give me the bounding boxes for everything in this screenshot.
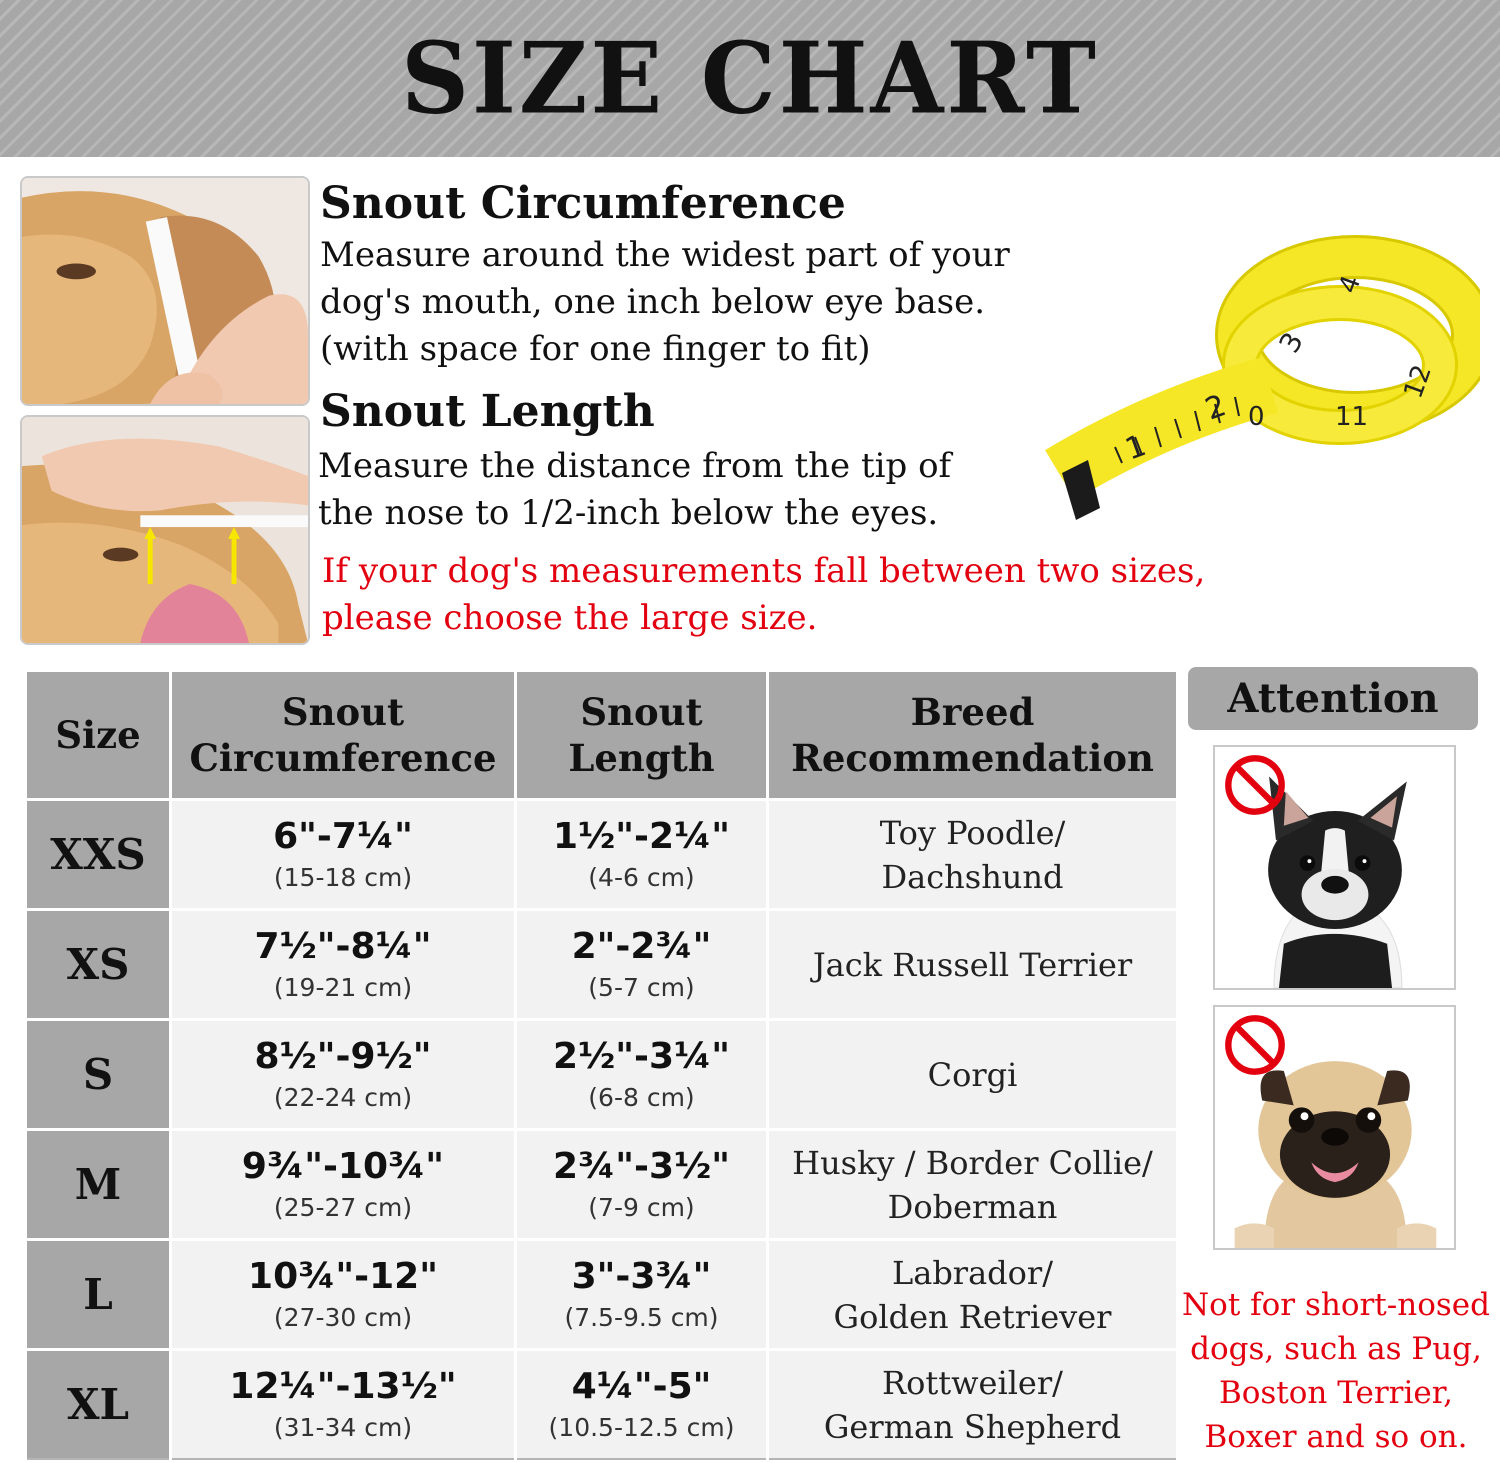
table-row (26, 1240, 1178, 1350)
dog-length-illustration (22, 417, 308, 643)
header-snout-circumference (171, 671, 516, 800)
circumference-line: Measure around the widest part of your (320, 235, 1010, 275)
size-cell: S (26, 1020, 171, 1130)
circumference-cell (171, 1240, 516, 1350)
breed-text: Toy Poodle/ Dachshund (879, 813, 1066, 896)
size-cell: XL (26, 1350, 171, 1460)
length-cm: (7-9 cm) (588, 1192, 695, 1222)
header-line: Recommendation (791, 736, 1154, 780)
size-table (24, 669, 1179, 1460)
breed-cell (768, 1130, 1178, 1240)
length-cm: (4-6 cm) (588, 862, 695, 892)
prohibited-icon (1223, 753, 1287, 817)
length-cm: (7.5-9.5 cm) (564, 1302, 719, 1332)
size-cell: XXS (26, 800, 171, 910)
tape-number: 0 (1248, 402, 1265, 432)
header-banner (0, 0, 1500, 157)
tape-number: 1 (1120, 428, 1151, 468)
length-cell (516, 800, 768, 910)
snout-length-heading: Snout Length (320, 386, 655, 437)
snout-length-description (318, 443, 1078, 537)
header-line: Circumference (189, 736, 497, 780)
length-inches: 2¾"-3½" (552, 1145, 731, 1187)
tape-number: 4 (1333, 271, 1368, 298)
size-cell: XS (26, 910, 171, 1020)
attention-note-line: Boston Terrier, (1218, 1375, 1454, 1411)
size-cell: M (26, 1130, 171, 1240)
length-inches: 2½"-3¼" (552, 1035, 731, 1077)
prohibited-icon (1223, 1013, 1287, 1077)
table-row (26, 1020, 1178, 1130)
breed-cell (768, 800, 1178, 910)
circumference-inches: 9¾"-10¾" (241, 1145, 445, 1187)
breed-text: Husky / Border Collie/ Doberman (792, 1143, 1153, 1226)
circumference-inches: 8½"-9½" (254, 1035, 432, 1077)
page-title: SIZE CHART (401, 20, 1099, 137)
circumference-cell (171, 910, 516, 1020)
circumference-inches: 12¼"-13½" (229, 1365, 457, 1407)
header-snout-length (516, 671, 768, 800)
length-cell (516, 1240, 768, 1350)
tape-number: 12 (1398, 361, 1438, 403)
length-inches: 1½"-2¼" (552, 815, 731, 857)
note-line: If your dog's measurements fall between two sizes, (322, 551, 1206, 591)
circumference-cell (171, 1020, 516, 1130)
circumference-cm: (22-24 cm) (273, 1082, 413, 1112)
table-row (26, 1130, 1178, 1240)
table-header-row (26, 671, 1178, 800)
circumference-cm: (19-21 cm) (273, 972, 413, 1002)
circumference-cell (171, 800, 516, 910)
breed-text: Labrador/ Golden Retriever (833, 1253, 1112, 1336)
length-cell (516, 1350, 768, 1460)
tape-number: 2 (1200, 388, 1231, 428)
header-line: Length (568, 736, 715, 780)
table-row (26, 800, 1178, 910)
attention-note-line: dogs, such as Pug, (1190, 1331, 1482, 1367)
circumference-cell (171, 1350, 516, 1460)
table-row (26, 910, 1178, 1020)
snout-circumference-heading: Snout Circumference (320, 178, 846, 229)
circumference-inches: 7½"-8¼" (254, 925, 432, 967)
length-cell (516, 1020, 768, 1130)
snout-circumference-description (320, 232, 1100, 373)
header-line: Breed (910, 690, 1035, 734)
length-cell (516, 1130, 768, 1240)
circumference-line: (with space for one finger to fit) (320, 329, 871, 369)
breed-cell (768, 910, 1178, 1020)
attention-note (1178, 1283, 1494, 1459)
length-cell (516, 910, 768, 1020)
snout-circumference-photo (20, 176, 310, 406)
breed-cell (768, 1020, 1178, 1130)
breed-cell (768, 1350, 1178, 1460)
header-line: Snout (281, 690, 405, 734)
length-inches: 3"-3¾" (571, 1255, 712, 1297)
circumference-cm: (31-34 cm) (273, 1412, 413, 1442)
length-cm: (5-7 cm) (588, 972, 695, 1002)
breed-text: Corgi (927, 1055, 1018, 1094)
header-line: Snout (580, 690, 703, 734)
breed-text: Rottweiler/ German Shepherd (823, 1363, 1122, 1446)
attention-note-line: Boxer and so on. (1204, 1419, 1468, 1455)
length-inches: 2"-2¾" (571, 925, 712, 967)
length-line: Measure the distance from the tip of (318, 446, 952, 486)
circumference-cm: (15-18 cm) (273, 862, 413, 892)
measuring-tape-illustration (1040, 215, 1480, 525)
tape-number: 3 (1272, 326, 1310, 359)
length-line: the nose to 1/2-inch below the eyes. (318, 493, 939, 533)
length-cm: (10.5-12.5 cm) (548, 1412, 735, 1442)
size-choice-note (322, 548, 1242, 642)
french-bulldog-photo (1213, 745, 1456, 990)
breed-cell (768, 1240, 1178, 1350)
snout-length-photo (20, 415, 310, 645)
circumference-inches: 6"-7¼" (273, 815, 413, 857)
circumference-cell (171, 1130, 516, 1240)
circumference-inches: 10¾"-12" (248, 1255, 438, 1297)
circumference-line: dog's mouth, one inch below eye base. (320, 282, 986, 322)
attention-heading: Attention (1188, 667, 1478, 730)
tape-number: 11 (1335, 402, 1369, 432)
table-row (26, 1350, 1178, 1460)
attention-note-line: Not for short-nosed (1182, 1287, 1490, 1323)
circumference-cm: (25-27 cm) (273, 1192, 413, 1222)
length-cm: (6-8 cm) (588, 1082, 695, 1112)
length-inches: 4¼"-5" (571, 1365, 712, 1407)
breed-text: Jack Russell Terrier (812, 945, 1133, 984)
header-size: Size (26, 671, 171, 800)
header-breed-recommendation (768, 671, 1178, 800)
circumference-cm: (27-30 cm) (273, 1302, 413, 1332)
note-line: please choose the large size. (322, 598, 818, 638)
size-cell: L (26, 1240, 171, 1350)
dog-circumference-illustration (22, 178, 308, 404)
pug-photo (1213, 1005, 1456, 1250)
